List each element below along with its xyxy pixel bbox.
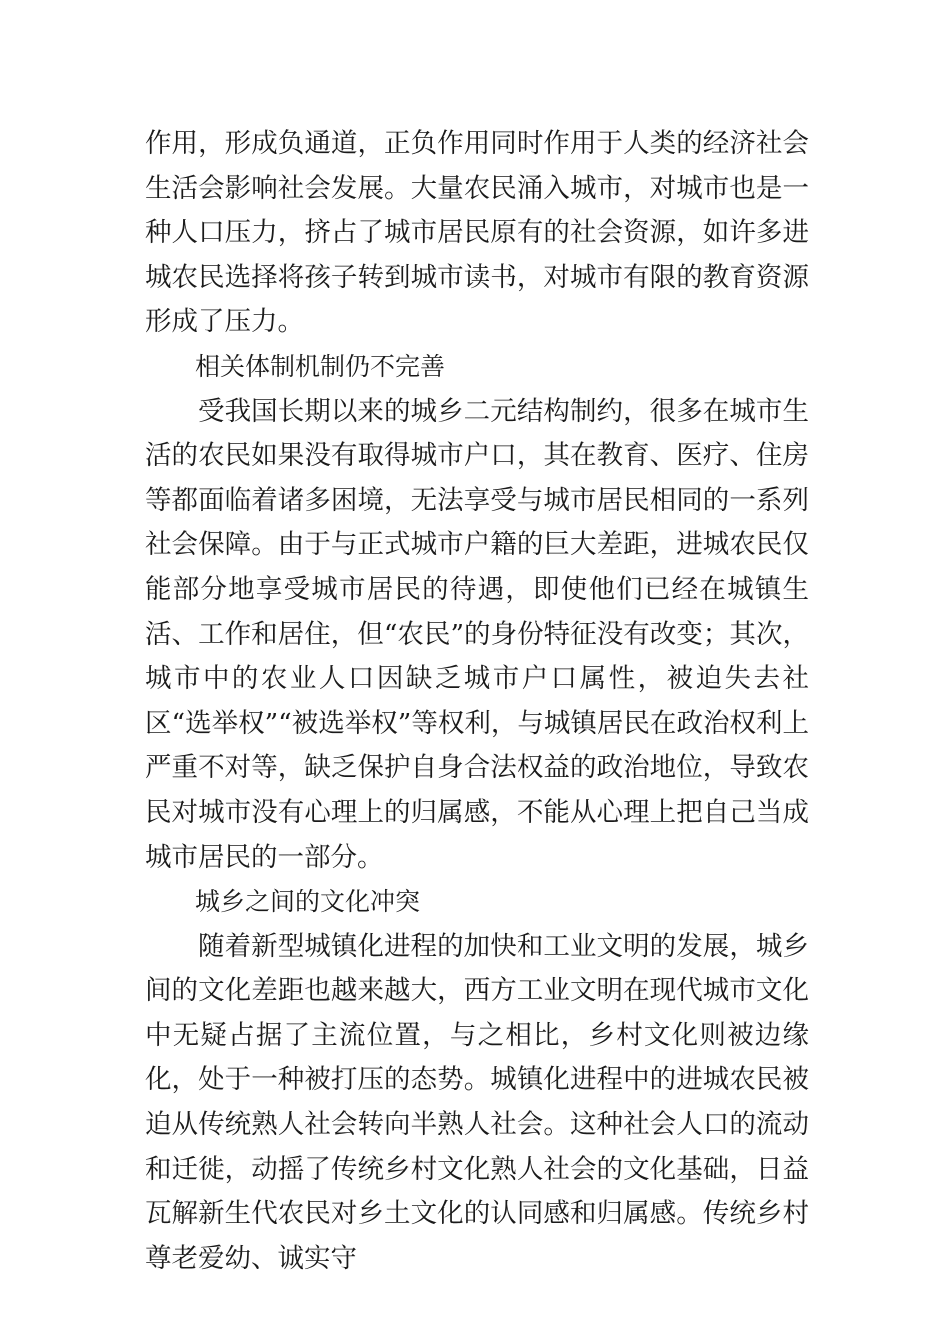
paragraph-continued: 作用，形成负通道，正负作用同时作用于人类的经济社会生活会影响社会发展。大量农民涌入城市，对城市也是一种人口压力，挤占了城市居民原有的社会资源，如许多进城农民选择将孩子转到城市读书，对城市有限的教育资源形成了压力。 (145, 128, 809, 338)
section-heading-culture: 城乡之间的文化冲突 (195, 887, 421, 917)
document-page (145, 122, 809, 1281)
paragraph-culture: 随着新型城镇化进程的加快和工业文明的发展，城乡间的文化差距也越来越大，西方工业文明在现代城市文化中无疑占据了主流位置，与之相比，乡村文化则被边缘化，处于一种被打压的态势。城镇化进程中的进城农民被迫从传统熟人社会转向半熟人社会。这种社会人口的流动和迁徙，动摇了传统乡村文化熟人社会的文化基础，日益瓦解新生代农民对乡土文化的认同感和归属感。传统乡村尊老爱幼、诚实守 (145, 930, 809, 1274)
paragraph-institutions: 受我国长期以来的城乡二元结构制约，很多在城市生活的农民如果没有取得城市户口，其在教育、医疗、住房等都面临着诸多困境，无法享受与城市居民相同的一系列社会保障。由于与正式城市户籍的巨大差距，进城农民仅能部分地享受城市居民的待遇，即使他们已经在城镇生活、工作和居住，但“农民”的身份特征没有改变；其次，城市中的农业人口因缺乏城市户口属性，被迫失去社区“选举权”“被选举权”等权利，与城镇居民在政治权利上严重不对等，缺乏保护自身合法权益的政治地位，导致农民对城市没有心理上的归属感，不能从心理上把自己当成城市居民的一部分。 (145, 395, 809, 873)
section-heading-institutions: 相关体制机制仍不完善 (195, 351, 446, 381)
